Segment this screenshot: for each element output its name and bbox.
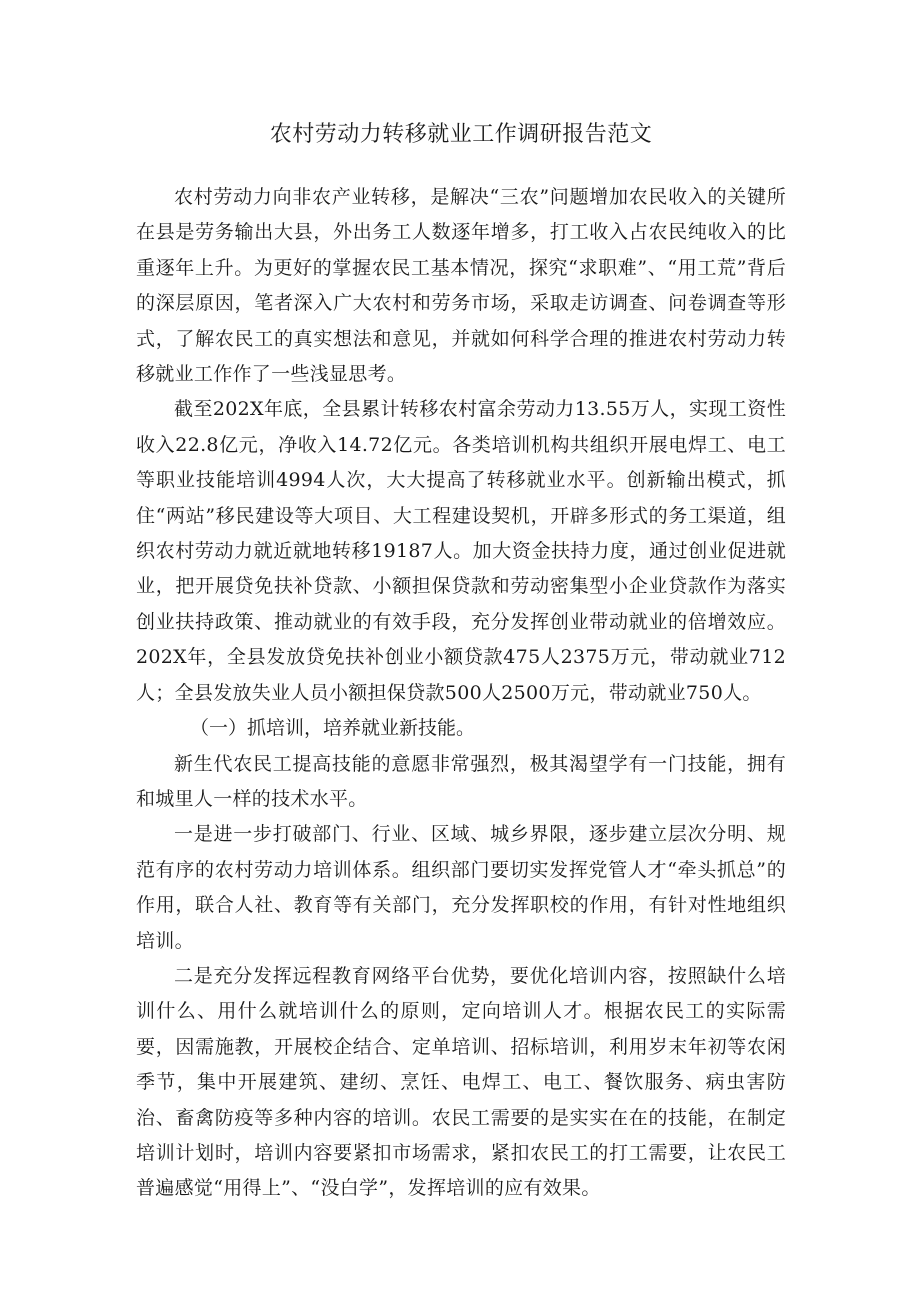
training-point-one-paragraph: 一是进一步打破部门、行业、区域、城乡界限，逐步建立层次分明、规范有序的农村劳动力培训体系。组织部门要切实发挥党管人才“牵头抓总”的作用，联合人社、教育等有关部门，充分发挥职校的作用，有针对性地组织培训。 xyxy=(136,823,786,952)
section-heading-training: （一）抓培训，培养就业新技能。 xyxy=(190,717,476,740)
intro-paragraph: 农村劳动力向非农产业转移，是解决“三农”问题增加农民收入的关键所在县是劳务输出大县，外出务工人数逐年增多，打工收入占农民纯收入的比重逐年上升。为更好的掌握农民工基本情况，探究“求职难”、“用工荒”背后的深层原因，笔者深入广大农村和劳务市场，采取走访调查、问卷调查等形式，了解农民工的真实想法和意见，并就如何科学合理的推进农村劳动力转移就业工作作了一些浅显思考。 xyxy=(136,186,786,386)
document-page xyxy=(136,118,786,1207)
document-title: 农村劳动力转移就业工作调研报告范文 xyxy=(269,122,653,147)
training-point-two-paragraph: 二是充分发挥远程教育网络平台优势，要优化培训内容，按照缺什么培训什么、用什么就培训什么的原则，定向培训人才。根据农民工的实际需要，因需施教，开展校企结合、定单培训、招标培训，利用岁末年初等农闲季节，集中开展建筑、建纫、烹饪、电焊工、电工、餐饮服务、病虫害防治、畜禽防疫等多种内容的培训。农民工需要的是实实在在的技能，在制定培训计划时，培训内容要紧扣市场需求，紧扣农民工的打工需要，让农民工普遍感觉“用得上”、“没白学”，发挥培训的应有效果。 xyxy=(136,964,786,1200)
training-intro-paragraph: 新生代农民工提高技能的意愿非常强烈，极其渴望学有一门技能，拥有和城里人一样的技术水平。 xyxy=(136,752,786,810)
statistics-paragraph: 截至202X年底，全县累计转移农村富余劳动力13.55万人，实现工资性收入22.8亿元，净收入14.72亿元。各类培训机构共组织开展电焊工、电工等职业技能培训4994人次，大大提高了转移就业水平。创新输出模式，抓住“两站”移民建设等大项目、大工程建设契机，开辟多形式的务工渠道，组织农村劳动力就近就地转移19187人。加大资金扶持力度，通过创业促进就业，把开展贷免扶补贷款、小额担保贷款和劳动密集型小企业贷款作为落实创业扶持政策、推动就业的有效手段，充分发挥创业带动就业的倍增效应。202X年，全县发放贷免扶补创业小额贷款475人2375万元，带动就业712人；全县发放失业人员小额担保贷款500人2500万元，带动就业750人。 xyxy=(136,398,786,704)
